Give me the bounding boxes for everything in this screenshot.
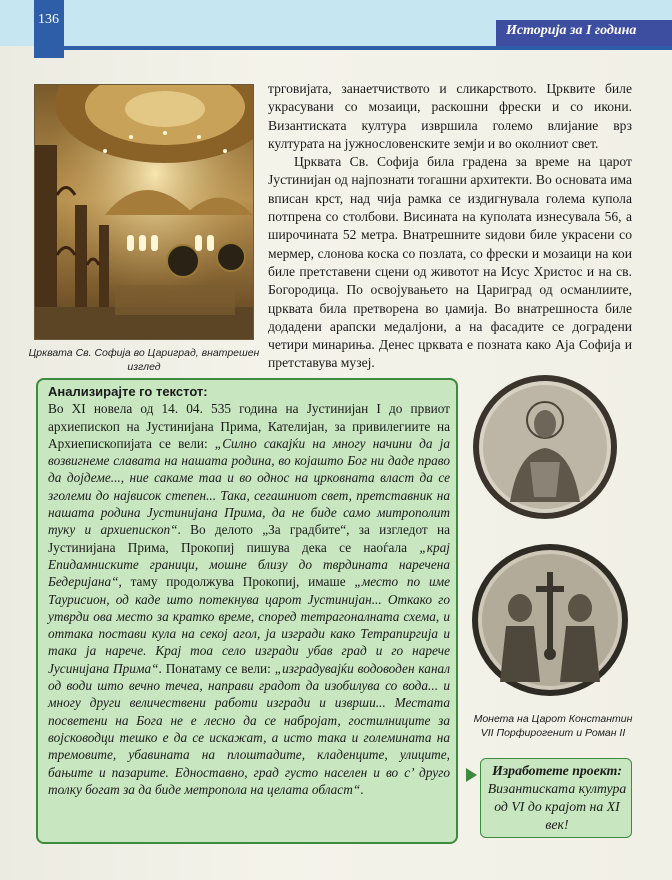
quote: „крај Епидамниските граници, мошне близу до тврдината наречена Бедеријана“ <box>48 539 450 590</box>
page-number: 136 <box>38 12 59 27</box>
header-left-band <box>0 0 34 46</box>
coin-caption: Монета на Царот Константин VII Порфирогенит и Роман II <box>473 713 633 739</box>
paragraph: Црквата Св. Софија била градена за време на царот Јустинијан од најпознати тогашни архитекти. Во основата има вписан крст, над чија рамка се издигнувала голема купола потпрена со столбови. Висината на куполата изнесувала 56, а широчината 52 метра. Внатрешните ѕидови биле украсени со мермер, слонова коска со позлата, со фрески и мозаици на кои биле претставени сцени од животот на Исус Христос и на св. Богородица. По освојувањето на Цариград од османлиите, црквата била претворена во џамија. Во внатрешноста биле додадени арапски медалјони, а на фасадите се доградени четири минариња. Денес црквата е позната како Аја Софија и претставува музеј. <box>268 154 632 371</box>
analysis-heading: Анализирајте го текстот: <box>48 384 208 399</box>
quote: „место по име Таурисион, од каде што потекнува царот Јустинијан... Откако го утврди ова место за кратко време, според тетрагоналната схема, и оттака постави кула на секој агол, ја изгради како Тетрапиргија и така ја нарече. Крај тоа село изгради убав град и го нарече Јусинијана Прима“ <box>48 574 450 676</box>
paragraph: трговијата, занаетчиството и сликарството. Црквите биле украсувани со мозаици, раскошни фрески и со икони. Византиската култура извршила големо влијание врз културата на јужнословенските земји и во околниот свет. <box>268 81 632 151</box>
text-run: . Во делото „За градбите“, за изгледот на Јустинијана Прима, Прокопиј пишува дека се наоѓала <box>48 522 450 555</box>
main-text <box>268 80 632 373</box>
analysis-intro: Во XI новела од 14. 04. 535 година на Јустинијан I до првиот архиепископ на Јустинијана Прима, Кателијан, за привилегиите на Архиепископијата се вели: <box>48 401 450 451</box>
hagia-sophia-photo <box>34 84 254 340</box>
quote: „Силно сакајќи на многу начини да ја возвигнеме славата на нашата родина, во којашто Бог ни даде право да дојдеме..., ние сакаме таа и во однос на црковната власт да се зголеми до највисок степен... Така, сегашниот свет, претставник на нашата родина Јустинијана Прима, да не биде само митрополит туку и архиепископ“ <box>48 435 450 538</box>
arrow-icon <box>466 768 477 782</box>
running-title: Историја за I година <box>506 23 637 38</box>
project-title: Изработете проект: <box>492 763 622 778</box>
project-task: Византиската култура од VI до крајот на XI век! <box>487 781 627 832</box>
analysis-paragraph <box>48 400 450 798</box>
coin-reverse-image <box>470 542 630 698</box>
project-text <box>486 762 628 834</box>
text-run: . Понатаму се вели: <box>158 660 275 676</box>
text-run: . <box>360 781 364 797</box>
text-run: , таму продолжува Прокопиј, имаше <box>118 574 355 590</box>
quote: „изградувајќи водоводен канал од води што вечно течеа, направи градот да изобилува со вода... и многу други величествени работи изгради и изврши... Местата посветени на Бога не е лесно да се набројат, гостилниците за војсководци тешко е да се искажат, а исто така и големината на тремовите, убавината на плоштадите, кладенците, улиците, бањите и пазарите. Едноставно, град густо населен и во с’ друго толку богат за да биде метропола на целата област“ <box>48 660 450 797</box>
coin-obverse-image <box>470 372 620 522</box>
header-stripe <box>64 46 672 50</box>
analysis-text <box>48 383 450 798</box>
page-number-tab <box>34 0 64 58</box>
photo-caption: Црквата Св. Софија во Цариград, внатрешен изглед <box>28 347 260 373</box>
